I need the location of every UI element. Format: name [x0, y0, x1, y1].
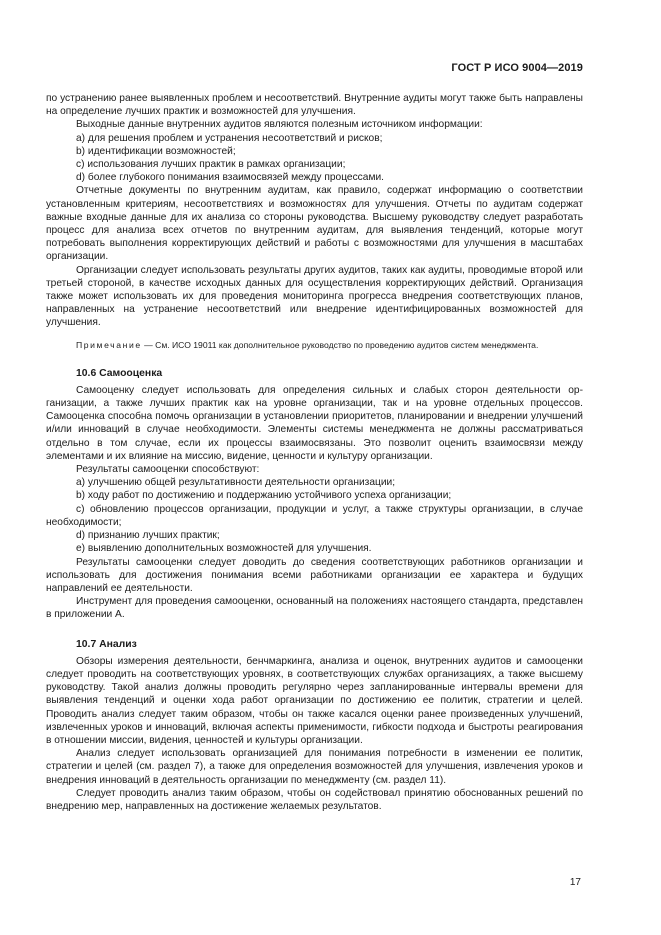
list-item: d) более глубокого понимания взаимосвязей между процессами. — [76, 172, 384, 184]
paragraph: Результаты самооценки способствуют: — [76, 464, 260, 476]
note-text: — См. ИСО 19011 как дополнительное руководство по проведению аудитов систем менеджмента. — [141, 339, 539, 350]
list-item: c) использования лучших практик в рамках организации; — [76, 159, 346, 171]
paragraph: по устранению ранее выявленных проблем и несоответствий. Внутренние аудиты могут также быть направлены на определение лучших практик и возможностей для улучшения. — [46, 93, 583, 118]
paragraph: Обзоры измерения деятельности, бенчмаркинга, анализа и оценок, внутренних аудитов и самооценки следует проводить на соответствующих уровнях, в соответствующих службах организациях, а также высшему руководству. Такой анализ должны проводить регулярно через запланированные интервалы времени для выявления тенденций и оценки хода работ организации по достижению ее политик, стратегии и целей. Проводить анализ следует таким образом, чтобы он также касался оценки ранее произведенных улучшений, извлеченных уроков и инноваций, включая аспекты применимости, гибкости подхода и быстроты реагирования в отношении миссии, видения, ценностей и культуры организации. — [46, 655, 583, 746]
section-heading-10-7: 10.7 Анализ — [76, 638, 137, 650]
paragraph: Результаты самооценки следует доводить до сведения соответствующих работников организации и использовать для достижения понимания всеми работниками организации ее характера и будущих направлений ее деятельности. — [46, 556, 583, 594]
paragraph: Выходные данные внутренних аудитов являются полезным источником информации: — [76, 119, 483, 131]
page-number: 17 — [569, 877, 581, 888]
paragraph: Самооценку следует использовать для определения сильных и слабых сторон деятельности организации, а также лучших практик как на уровне организации, так и на уровне отдельных процессов. Самооценка способна помочь организации в установлении приоритетов, планировании и внедрении улучшений и/или инноваций в случае необходимости. Элементы системы менеджмента не должны рассматриваться отдельно в том случае, если их процессы взаимосвязаны. Это позволит оценить взаимосвязи между элементами и их влияние на миссию, видение, ценности и культуру организации. — [46, 384, 583, 462]
paragraph: Следует проводить анализ таким образом, чтобы он содействовал принятию обоснованных решений по внедрению мер, направленных на достижение желаемых результатов. — [46, 787, 583, 812]
document-code: ГОСТ Р ИСО 9004—2019 — [451, 62, 583, 74]
list-item: c) обновлению процессов организации, продукции и услуг, а также структуры организации, в случае необходимости; — [46, 503, 583, 528]
note — [46, 340, 583, 351]
list-item: a) улучшению общей результативности деятельности организации; — [76, 477, 396, 489]
paragraph: Инструмент для проведения самооценки, основанный на положениях настоящего стандарта, представлен в приложении А. — [46, 596, 583, 621]
section-heading-10-6: 10.6 Самооценка — [76, 367, 163, 379]
list-item: b) ходу работ по достижению и поддержанию устойчивого успеха организации; — [76, 490, 452, 502]
list-item: a) для решения проблем и устранения несоответствий и рисков; — [76, 132, 383, 144]
page-body — [46, 92, 583, 813]
paragraph: Организации следует использовать результаты других аудитов, таких как аудиты, проводимые второй или третьей стороной, в качестве исходных данных для осуществления корректирующих действий. Организация также может использовать их для проведения мониторинга прогресса внедрения соответствующих планов, направленных на устранение несоответствий или внедрение идентифицированных возможностей для улучшения. — [46, 264, 583, 329]
paragraph: Отчетные документы по внутренним аудитам, как правило, содержат информацию о соответствии установленным критериям, несоответствиях и возможностях для улучшения. Отчеты по аудитам содержат важные входные данные для их анализа со стороны руководства. Высшему руководству следует разработать процесс для анализа всех отчетов по внутренним аудитам, для выявления тенденций, которые могут потребовать выполнения корректирующих действий и работы с возможностями для улучшения в масштабах организации. — [46, 185, 583, 263]
note-label: Примечание — [76, 339, 142, 350]
list-item: e) выявлению дополнительных возможностей для улучшения. — [76, 543, 372, 555]
list-item: b) идентификации возможностей; — [76, 145, 236, 157]
paragraph: Анализ следует использовать организацией для понимания потребности в изменении ее политик, стратегии и целей (см. раздел 7), а также для определения возможностей для улучшения, извлечения уроков и внедрения инноваций в деятельность организации по менеджменту (см. раздел 11). — [46, 748, 583, 786]
list-item: d) признанию лучших практик; — [76, 530, 220, 542]
